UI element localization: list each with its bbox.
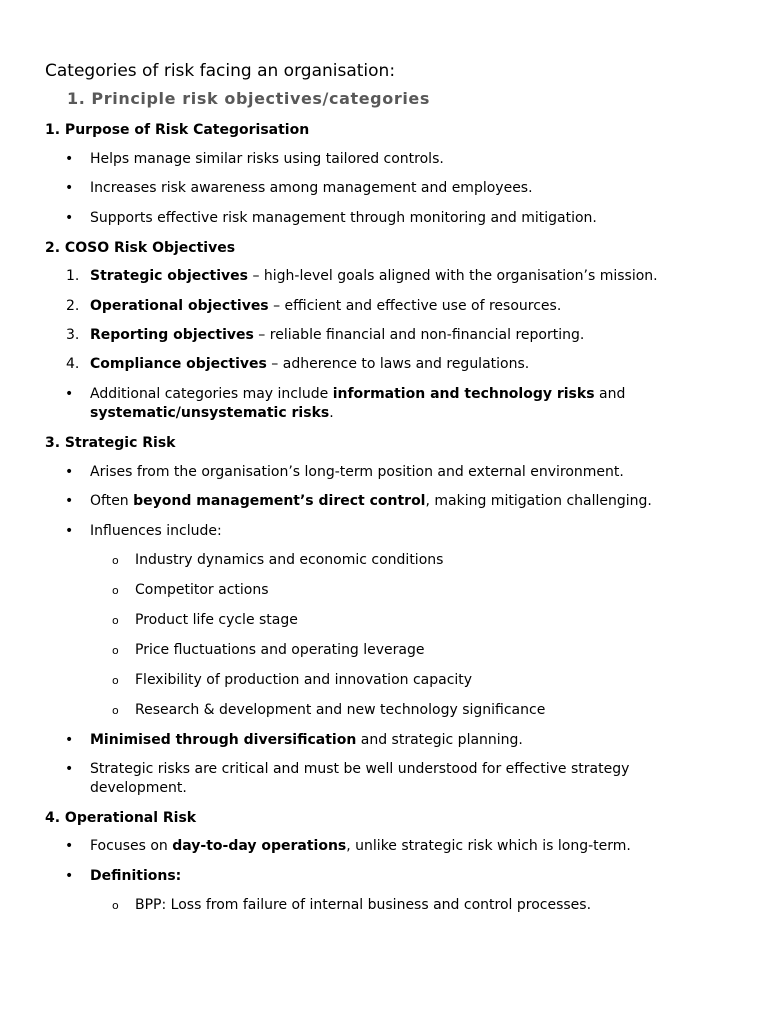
sub-bullet-icon: o — [112, 674, 119, 687]
bullet-icon: • — [65, 210, 74, 226]
section-heading-operational-risk: 4. Operational Risk — [45, 810, 197, 826]
term-compliance-objectives: Compliance objectives — [90, 356, 267, 372]
sub-bullet-icon: o — [112, 899, 119, 912]
bullet-icon: • — [65, 180, 74, 196]
section-heading-coso: 2. COSO Risk Objectives — [45, 240, 236, 256]
item-text: , making mitigation challenging. — [425, 493, 652, 509]
numbered-item — [90, 355, 690, 374]
list-number: 2. — [66, 298, 80, 314]
bullet-icon: • — [65, 761, 74, 777]
sub-list-item: Competitor actions — [135, 582, 269, 598]
item-text: and strategic planning. — [356, 732, 523, 748]
item-text: Focuses on — [90, 838, 173, 854]
list-number: 3. — [66, 327, 80, 343]
bullet-icon: • — [65, 732, 74, 748]
section-heading-strategic-risk: 3. Strategic Risk — [45, 435, 176, 451]
list-number: 4. — [66, 356, 80, 372]
sub-list-item: Research & development and new technology significance — [135, 702, 546, 718]
sub-list-item: Flexibility of production and innovation capacity — [135, 672, 473, 688]
item-text: development. — [90, 780, 187, 796]
bullet-icon: • — [65, 523, 74, 539]
subtitle-number: 1. — [67, 89, 86, 108]
bullet-icon: • — [65, 493, 74, 509]
term-definitions: Definitions: — [90, 868, 182, 884]
list-item: Increases risk awareness among management and employees. — [90, 180, 533, 196]
term-day-to-day: day-to-day operations — [172, 838, 347, 854]
document-subtitle — [67, 88, 430, 110]
term-it-risks: information and technology risks — [332, 386, 595, 402]
item-text: – high-level goals aligned with the organisation’s mission. — [248, 268, 658, 284]
list-item: Supports effective risk management through monitoring and mitigation. — [90, 210, 597, 226]
term-systematic-risks: systematic/unsystematic risks — [90, 405, 330, 421]
sub-list-item: Price fluctuations and operating leverage — [135, 642, 425, 658]
item-text: and — [594, 386, 626, 402]
sub-list-item: Industry dynamics and economic conditions — [135, 552, 444, 568]
term-reporting-objectives: Reporting objectives — [90, 327, 254, 343]
bullet-icon: • — [65, 838, 74, 854]
item-text: Strategic risks are critical and must be well understood for effective strategy — [90, 761, 630, 777]
list-item — [90, 385, 690, 423]
term-strategic-objectives: Strategic objectives — [90, 268, 248, 284]
list-item: Arises from the organisation’s long-term position and external environment. — [90, 464, 624, 480]
sub-bullet-icon: o — [112, 614, 119, 627]
bullet-icon: • — [65, 151, 74, 167]
subtitle-text: Principle risk objectives/categories — [91, 89, 430, 108]
list-number: 1. — [66, 268, 80, 284]
bullet-icon: • — [65, 386, 74, 402]
sub-list-item: BPP: Loss from failure of internal business and control processes. — [135, 897, 592, 913]
sub-bullet-icon: o — [112, 704, 119, 717]
item-text: – efficient and effective use of resources. — [268, 298, 562, 314]
section-heading-purpose: 1. Purpose of Risk Categorisation — [45, 122, 310, 138]
item-text: – adherence to laws and regulations. — [266, 356, 530, 372]
list-item — [90, 837, 690, 856]
list-item — [90, 731, 690, 750]
numbered-item — [90, 297, 690, 316]
item-text: , unlike strategic risk which is long-term. — [346, 838, 631, 854]
term-diversification: Minimised through diversification — [90, 732, 357, 748]
term-operational-objectives: Operational objectives — [90, 298, 269, 314]
term-beyond-control: beyond management’s direct control — [133, 493, 426, 509]
sub-bullet-icon: o — [112, 554, 119, 567]
item-text: Often — [90, 493, 134, 509]
numbered-item — [90, 326, 690, 345]
sub-bullet-icon: o — [112, 584, 119, 597]
document-title: Categories of risk facing an organisation: — [45, 61, 396, 81]
item-text: . — [329, 405, 334, 421]
list-item — [90, 492, 690, 511]
bullet-icon: • — [65, 868, 74, 884]
sub-bullet-icon: o — [112, 644, 119, 657]
bullet-icon: • — [65, 464, 74, 480]
list-item — [90, 760, 690, 798]
numbered-item — [90, 267, 690, 286]
sub-list-item: Product life cycle stage — [135, 612, 298, 628]
list-item: Influences include: — [90, 523, 222, 539]
list-item: Helps manage similar risks using tailored controls. — [90, 151, 444, 167]
list-item — [90, 867, 690, 886]
item-text: Additional categories may include — [90, 386, 333, 402]
item-text: – reliable financial and non-financial reporting. — [253, 327, 585, 343]
